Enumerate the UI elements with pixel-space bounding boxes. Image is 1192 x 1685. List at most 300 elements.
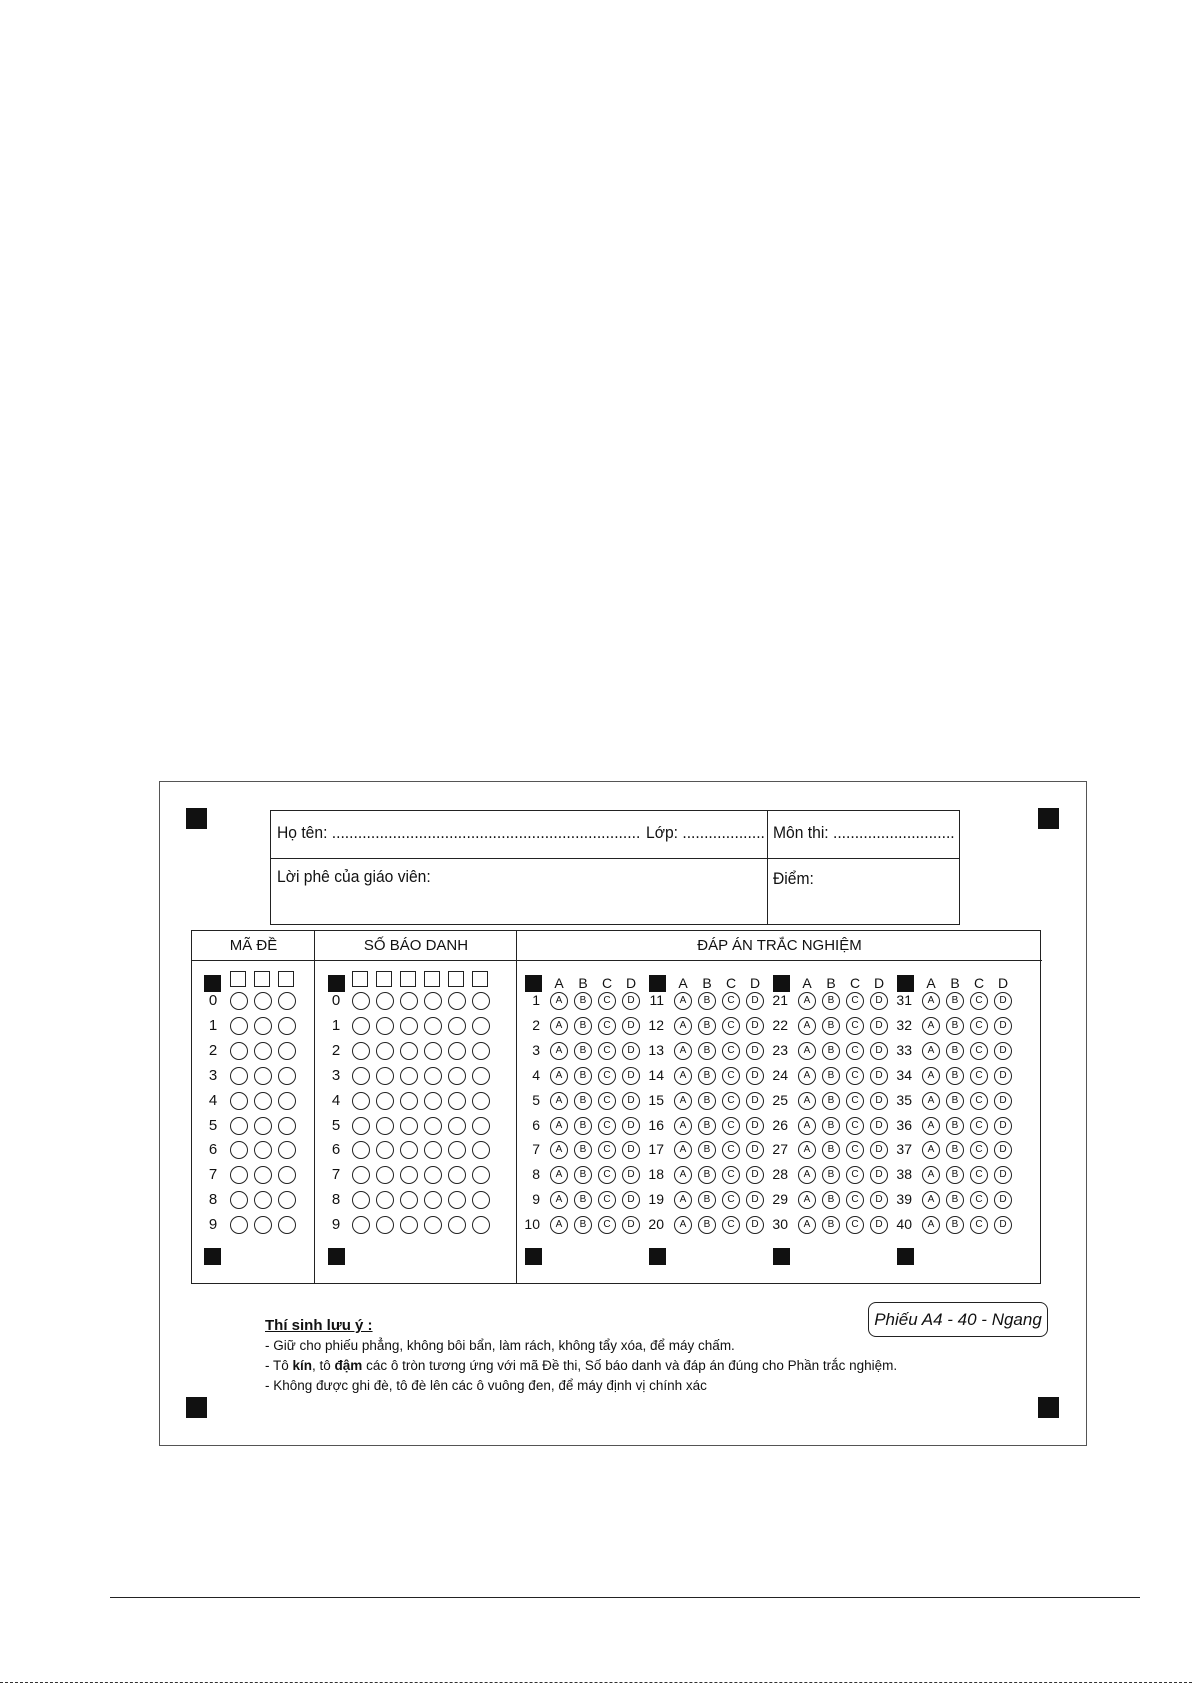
answer-bubble[interactable]: D	[870, 1067, 888, 1085]
question-number: 1	[532, 992, 540, 1008]
bubble-grid	[191, 930, 1041, 1284]
question-number: 16	[648, 1116, 664, 1133]
registration-mark-bottom-right	[1038, 1397, 1059, 1418]
sbd-bubble[interactable]	[352, 1067, 370, 1085]
sbd-bubble[interactable]	[400, 1092, 418, 1110]
answer-bubble[interactable]: C	[970, 1017, 988, 1035]
sbd-bubble[interactable]	[472, 1191, 490, 1209]
answer-bubble[interactable]: B	[574, 1042, 592, 1060]
question-number: 30	[772, 1216, 788, 1233]
ma-de-bubble[interactable]	[278, 1067, 296, 1085]
timing-mark	[204, 1248, 221, 1265]
ma-de-write-box[interactable]	[278, 971, 294, 987]
note-line-1: - Giữ cho phiếu phẳng, không bôi bẩn, làm rách, không tẩy xóa, để máy chấm.	[265, 1338, 735, 1353]
answer-bubble[interactable]: D	[622, 1216, 640, 1234]
answer-bubble[interactable]: A	[550, 1141, 568, 1159]
sbd-bubble[interactable]	[472, 1166, 490, 1184]
sbd-bubble[interactable]	[448, 1092, 466, 1110]
answer-bubble[interactable]: B	[946, 1216, 964, 1234]
ma-de-bubble[interactable]	[254, 1166, 272, 1184]
ma-de-bubble[interactable]	[230, 1117, 248, 1135]
answer-bubble[interactable]: B	[946, 1017, 964, 1035]
answer-bubble[interactable]: C	[598, 1166, 616, 1184]
answer-bubble[interactable]: B	[698, 1216, 716, 1234]
score-field[interactable]: Điểm:	[773, 869, 814, 888]
answer-bubble[interactable]: B	[698, 1117, 716, 1135]
answer-bubble[interactable]: A	[550, 1042, 568, 1060]
ma-de-bubble[interactable]	[230, 992, 248, 1010]
answer-bubble[interactable]: C	[598, 1191, 616, 1209]
answer-bubble[interactable]: A	[550, 1017, 568, 1035]
sbd-bubble[interactable]	[424, 1042, 442, 1060]
answer-bubble[interactable]: A	[798, 1117, 816, 1135]
answer-bubble[interactable]: B	[822, 1216, 840, 1234]
ma-de-bubble[interactable]	[254, 1117, 272, 1135]
answer-bubble[interactable]: D	[622, 1166, 640, 1184]
sbd-bubble[interactable]	[424, 1166, 442, 1184]
answer-bubble[interactable]: D	[746, 992, 764, 1010]
answer-bubble[interactable]: D	[870, 1042, 888, 1060]
answer-bubble[interactable]: A	[922, 1067, 940, 1085]
answer-bubble[interactable]: A	[674, 1042, 692, 1060]
answer-bubble[interactable]: C	[970, 1191, 988, 1209]
sbd-bubble[interactable]	[472, 1117, 490, 1135]
answer-bubble[interactable]: B	[822, 1117, 840, 1135]
answer-bubble[interactable]: D	[746, 1191, 764, 1209]
answer-bubble[interactable]: C	[722, 1191, 740, 1209]
answer-bubble[interactable]: C	[846, 992, 864, 1010]
note-line-2	[265, 1356, 897, 1376]
answer-bubble[interactable]: B	[822, 1166, 840, 1184]
answer-bubble[interactable]: A	[674, 1141, 692, 1159]
answer-bubble[interactable]: D	[994, 1117, 1012, 1135]
sbd-bubble[interactable]	[424, 1216, 442, 1234]
sbd-bubble[interactable]	[472, 1141, 490, 1159]
answer-bubble[interactable]: A	[674, 1017, 692, 1035]
answer-bubble[interactable]: C	[970, 1042, 988, 1060]
sbd-bubble[interactable]	[400, 1042, 418, 1060]
sbd-bubble[interactable]	[376, 1067, 394, 1085]
sbd-write-box[interactable]	[424, 971, 440, 987]
ma-de-bubble[interactable]	[278, 1191, 296, 1209]
question-number: 15	[648, 1091, 664, 1108]
ma-de-bubble[interactable]	[254, 1042, 272, 1060]
ma-de-bubble[interactable]	[230, 1042, 248, 1060]
answer-bubble[interactable]: B	[822, 1092, 840, 1110]
ma-de-bubble[interactable]	[254, 1141, 272, 1159]
answer-bubble[interactable]: A	[798, 1042, 816, 1060]
ma-de-write-box[interactable]	[230, 971, 246, 987]
sbd-bubble[interactable]	[472, 992, 490, 1010]
answer-bubble[interactable]: D	[994, 1017, 1012, 1035]
sbd-bubble[interactable]	[448, 1166, 466, 1184]
ma-de-digit-label: 3	[208, 1066, 218, 1084]
sbd-bubble[interactable]	[448, 1067, 466, 1085]
sbd-digit-label: 7	[331, 1166, 341, 1184]
sbd-bubble[interactable]	[376, 1141, 394, 1159]
ma-de-bubble[interactable]	[278, 1216, 296, 1234]
sbd-bubble[interactable]	[448, 1042, 466, 1060]
answer-bubble[interactable]: A	[550, 1166, 568, 1184]
sbd-bubble[interactable]	[448, 1191, 466, 1209]
ma-de-write-box[interactable]	[254, 971, 270, 987]
sbd-bubble[interactable]	[424, 1067, 442, 1085]
sbd-bubble[interactable]	[472, 1092, 490, 1110]
answer-bubble[interactable]: C	[970, 1166, 988, 1184]
timing-mark	[525, 1248, 542, 1265]
answer-bubble[interactable]: B	[574, 1067, 592, 1085]
answer-bubble[interactable]: A	[550, 992, 568, 1010]
sbd-bubble[interactable]	[400, 992, 418, 1010]
question-number: 31	[896, 992, 912, 1008]
answer-bubble[interactable]: C	[846, 1042, 864, 1060]
answer-bubble[interactable]: D	[746, 1017, 764, 1035]
ma-de-bubble[interactable]	[278, 1092, 296, 1110]
answer-bubble[interactable]: B	[946, 1042, 964, 1060]
answer-bubble[interactable]: D	[746, 1117, 764, 1135]
ma-de-bubble[interactable]	[278, 1117, 296, 1135]
teacher-comment-field[interactable]: Lời phê của giáo viên:	[277, 867, 431, 886]
answer-bubble[interactable]: B	[698, 992, 716, 1010]
answer-bubble[interactable]: C	[598, 1216, 616, 1234]
sbd-write-box[interactable]	[400, 971, 416, 987]
answer-bubble[interactable]: A	[798, 1141, 816, 1159]
answer-bubble[interactable]: B	[574, 1141, 592, 1159]
answer-bubble[interactable]: A	[922, 1017, 940, 1035]
answer-bubble[interactable]: D	[870, 1216, 888, 1234]
answer-option-header: B	[578, 975, 588, 991]
answer-bubble[interactable]: A	[798, 1216, 816, 1234]
answer-bubble[interactable]: C	[598, 992, 616, 1010]
answer-bubble[interactable]: C	[970, 1092, 988, 1110]
answer-bubble[interactable]: B	[822, 1141, 840, 1159]
answer-bubble[interactable]: B	[822, 1191, 840, 1209]
ma-de-bubble[interactable]	[230, 1216, 248, 1234]
ma-de-bubble[interactable]	[254, 1216, 272, 1234]
answer-bubble[interactable]: A	[922, 1117, 940, 1135]
sbd-bubble[interactable]	[424, 1117, 442, 1135]
answer-bubble[interactable]: C	[970, 1067, 988, 1085]
answer-bubble[interactable]: B	[946, 1092, 964, 1110]
sbd-bubble[interactable]	[376, 1191, 394, 1209]
answer-bubble[interactable]: A	[922, 1042, 940, 1060]
sbd-bubble[interactable]	[352, 1166, 370, 1184]
answer-bubble[interactable]: C	[722, 1117, 740, 1135]
answer-bubble[interactable]: B	[698, 1067, 716, 1085]
answer-bubble[interactable]: D	[746, 1141, 764, 1159]
answer-bubble[interactable]: D	[870, 1191, 888, 1209]
sbd-bubble[interactable]	[400, 1117, 418, 1135]
registration-mark-top-left	[186, 808, 207, 829]
answer-bubble[interactable]: A	[674, 992, 692, 1010]
answer-bubble[interactable]: B	[822, 1042, 840, 1060]
sbd-bubble[interactable]	[376, 1092, 394, 1110]
answer-bubble[interactable]: A	[550, 1067, 568, 1085]
answer-bubble[interactable]: D	[994, 1067, 1012, 1085]
answer-bubble[interactable]: B	[698, 1191, 716, 1209]
ma-de-bubble[interactable]	[230, 1092, 248, 1110]
ma-de-bubble[interactable]	[230, 1166, 248, 1184]
answer-bubble[interactable]: C	[598, 1117, 616, 1135]
ma-de-digit-label: 4	[208, 1091, 218, 1109]
ma-de-bubble[interactable]	[230, 1191, 248, 1209]
answer-bubble[interactable]: A	[674, 1117, 692, 1135]
answer-bubble[interactable]: C	[722, 1166, 740, 1184]
answer-bubble[interactable]: B	[698, 1017, 716, 1035]
ma-de-bubble[interactable]	[254, 1067, 272, 1085]
answer-bubble[interactable]: A	[674, 1067, 692, 1085]
question-number: 13	[648, 1041, 664, 1058]
sbd-bubble[interactable]	[448, 1117, 466, 1135]
answer-option-header: D	[625, 975, 637, 991]
sbd-bubble[interactable]	[424, 1191, 442, 1209]
question-number: 32	[896, 1016, 912, 1033]
answer-bubble[interactable]: D	[994, 992, 1012, 1010]
student-info-box	[270, 810, 960, 925]
question-number: 39	[896, 1191, 912, 1208]
answer-bubble[interactable]: D	[622, 1092, 640, 1110]
answer-bubble[interactable]: B	[822, 1017, 840, 1035]
ma-de-bubble[interactable]	[278, 992, 296, 1010]
answer-option-header: A	[554, 975, 564, 991]
answer-bubble[interactable]: B	[822, 992, 840, 1010]
answer-bubble[interactable]: D	[870, 1117, 888, 1135]
sbd-bubble[interactable]	[352, 1017, 370, 1035]
answer-bubble[interactable]: D	[746, 1166, 764, 1184]
answer-bubble[interactable]: A	[674, 1216, 692, 1234]
answer-bubble[interactable]: B	[946, 1166, 964, 1184]
answer-bubble[interactable]: D	[622, 1141, 640, 1159]
answer-bubble[interactable]: C	[970, 1216, 988, 1234]
answer-bubble[interactable]: B	[946, 1191, 964, 1209]
answer-bubble[interactable]: C	[722, 1017, 740, 1035]
sbd-write-box[interactable]	[472, 971, 488, 987]
ma-de-bubble[interactable]	[278, 1141, 296, 1159]
answer-bubble[interactable]: A	[798, 1067, 816, 1085]
answer-bubble[interactable]: D	[870, 992, 888, 1010]
answer-bubble[interactable]: A	[798, 1092, 816, 1110]
sbd-bubble[interactable]	[352, 1042, 370, 1060]
answer-bubble[interactable]: D	[870, 1017, 888, 1035]
ma-de-bubble[interactable]	[230, 1067, 248, 1085]
answer-bubble[interactable]: C	[722, 992, 740, 1010]
ma-de-bubble[interactable]	[254, 1092, 272, 1110]
answer-bubble[interactable]: C	[846, 1017, 864, 1035]
answer-bubble[interactable]: C	[846, 1067, 864, 1085]
answer-bubble[interactable]: A	[674, 1092, 692, 1110]
answer-bubble[interactable]: D	[994, 1166, 1012, 1184]
question-number: 38	[896, 1166, 912, 1183]
answer-bubble[interactable]: A	[550, 1092, 568, 1110]
ma-de-bubble[interactable]	[278, 1042, 296, 1060]
sbd-write-box[interactable]	[448, 971, 464, 987]
sbd-bubble[interactable]	[376, 1166, 394, 1184]
question-number: 8	[532, 1166, 540, 1183]
sbd-digit-label: 1	[331, 1016, 341, 1034]
question-number: 11	[649, 992, 664, 1008]
answer-bubble[interactable]: D	[622, 1117, 640, 1135]
answer-bubble[interactable]: C	[970, 1117, 988, 1135]
answer-bubble[interactable]: C	[846, 1216, 864, 1234]
sbd-bubble[interactable]	[472, 1017, 490, 1035]
answer-bubble[interactable]: A	[922, 1216, 940, 1234]
answer-bubble[interactable]: D	[870, 1141, 888, 1159]
answer-bubble[interactable]: C	[598, 1067, 616, 1085]
answer-bubble[interactable]: C	[846, 1092, 864, 1110]
answer-bubble[interactable]: A	[674, 1166, 692, 1184]
sbd-bubble[interactable]	[448, 1017, 466, 1035]
answer-bubble[interactable]: C	[846, 1141, 864, 1159]
answer-bubble[interactable]: C	[970, 992, 988, 1010]
sbd-bubble[interactable]	[424, 1092, 442, 1110]
question-number: 33	[896, 1041, 912, 1058]
answer-bubble[interactable]: C	[722, 1042, 740, 1060]
ma-de-bubble[interactable]	[230, 1017, 248, 1035]
answer-bubble[interactable]: B	[822, 1067, 840, 1085]
answer-bubble[interactable]: B	[574, 1017, 592, 1035]
ma-de-bubble[interactable]	[254, 1191, 272, 1209]
answer-bubble[interactable]: B	[574, 1092, 592, 1110]
answer-bubble[interactable]: A	[798, 992, 816, 1010]
answer-bubble[interactable]: C	[722, 1067, 740, 1085]
sbd-bubble[interactable]	[472, 1067, 490, 1085]
answer-bubble[interactable]: A	[674, 1191, 692, 1209]
ma-de-bubble[interactable]	[278, 1017, 296, 1035]
answer-bubble[interactable]: B	[946, 1067, 964, 1085]
answer-bubble[interactable]: D	[870, 1166, 888, 1184]
answer-bubble[interactable]: D	[994, 1092, 1012, 1110]
answer-bubble[interactable]: B	[698, 1092, 716, 1110]
answer-bubble[interactable]: D	[622, 1067, 640, 1085]
sbd-bubble[interactable]	[448, 1216, 466, 1234]
answer-bubble[interactable]: C	[598, 1092, 616, 1110]
answer-bubble[interactable]: C	[598, 1017, 616, 1035]
ma-de-bubble[interactable]	[278, 1166, 296, 1184]
sbd-write-box[interactable]	[376, 971, 392, 987]
sbd-bubble[interactable]	[352, 1092, 370, 1110]
answer-bubble[interactable]: A	[922, 992, 940, 1010]
answer-option-header: C	[725, 975, 737, 991]
answer-bubble[interactable]: B	[946, 1117, 964, 1135]
ma-de-bubble[interactable]	[254, 992, 272, 1010]
answer-bubble[interactable]: A	[550, 1191, 568, 1209]
answer-bubble[interactable]: C	[846, 1166, 864, 1184]
answer-bubble[interactable]: C	[722, 1216, 740, 1234]
subject-field[interactable]: Môn thi: ............................	[773, 823, 955, 842]
class-field[interactable]: Lớp: ...................	[646, 823, 765, 842]
answer-bubble[interactable]: D	[622, 1042, 640, 1060]
answer-bubble[interactable]: D	[622, 1191, 640, 1209]
answer-bubble[interactable]: A	[922, 1092, 940, 1110]
sbd-write-box[interactable]	[352, 971, 368, 987]
answer-bubble[interactable]: D	[746, 1092, 764, 1110]
answer-bubble[interactable]: B	[698, 1042, 716, 1060]
sbd-bubble[interactable]	[400, 1067, 418, 1085]
sbd-bubble[interactable]	[472, 1042, 490, 1060]
answer-bubble[interactable]: A	[550, 1117, 568, 1135]
answer-bubble[interactable]: B	[946, 1141, 964, 1159]
sbd-bubble[interactable]	[352, 1216, 370, 1234]
note-line-2-dam: đậm	[334, 1358, 363, 1373]
sbd-bubble[interactable]	[400, 1166, 418, 1184]
answer-bubble[interactable]: A	[922, 1141, 940, 1159]
answer-bubble[interactable]: D	[746, 1042, 764, 1060]
answer-bubble[interactable]: A	[798, 1166, 816, 1184]
answer-option-header: C	[601, 975, 613, 991]
question-number: 17	[648, 1141, 664, 1158]
ma-de-bubble[interactable]	[230, 1141, 248, 1159]
answer-bubble[interactable]: D	[994, 1042, 1012, 1060]
answer-bubble[interactable]: B	[698, 1141, 716, 1159]
answer-bubble[interactable]: C	[846, 1191, 864, 1209]
ma-de-digit-label: 1	[208, 1016, 218, 1034]
sbd-bubble[interactable]	[424, 992, 442, 1010]
sbd-bubble[interactable]	[400, 1191, 418, 1209]
sbd-bubble[interactable]	[376, 992, 394, 1010]
answer-bubble[interactable]: D	[622, 1017, 640, 1035]
answer-bubble[interactable]: B	[946, 992, 964, 1010]
answer-bubble[interactable]: B	[574, 1166, 592, 1184]
answer-bubble[interactable]: B	[574, 1117, 592, 1135]
sbd-bubble[interactable]	[424, 1017, 442, 1035]
sbd-bubble[interactable]	[376, 1017, 394, 1035]
sbd-bubble[interactable]	[424, 1141, 442, 1159]
sbd-bubble[interactable]	[352, 992, 370, 1010]
answer-bubble[interactable]: C	[722, 1092, 740, 1110]
ma-de-bubble[interactable]	[254, 1017, 272, 1035]
sbd-digit-label: 5	[331, 1116, 341, 1134]
answer-bubble[interactable]: D	[746, 1216, 764, 1234]
answer-bubble[interactable]: D	[994, 1216, 1012, 1234]
answer-bubble[interactable]: D	[622, 992, 640, 1010]
sbd-bubble[interactable]	[376, 1216, 394, 1234]
answer-option-header: A	[802, 975, 812, 991]
answer-bubble[interactable]: A	[798, 1017, 816, 1035]
sbd-bubble[interactable]	[352, 1191, 370, 1209]
answer-bubble[interactable]: B	[574, 1216, 592, 1234]
answer-bubble[interactable]: A	[922, 1166, 940, 1184]
sbd-bubble[interactable]	[376, 1042, 394, 1060]
answer-bubble[interactable]: A	[798, 1191, 816, 1209]
answer-bubble[interactable]: D	[994, 1191, 1012, 1209]
answer-bubble[interactable]: D	[994, 1141, 1012, 1159]
sbd-bubble[interactable]	[448, 992, 466, 1010]
sbd-bubble[interactable]	[400, 1216, 418, 1234]
answer-bubble[interactable]: B	[574, 1191, 592, 1209]
answer-bubble[interactable]: A	[922, 1191, 940, 1209]
sbd-bubble[interactable]	[352, 1117, 370, 1135]
answer-bubble[interactable]: B	[574, 992, 592, 1010]
sbd-bubble[interactable]	[376, 1117, 394, 1135]
answer-bubble[interactable]: C	[970, 1141, 988, 1159]
sbd-bubble[interactable]	[352, 1141, 370, 1159]
answer-bubble[interactable]: B	[698, 1166, 716, 1184]
answer-bubble[interactable]: A	[550, 1216, 568, 1234]
answer-bubble[interactable]: D	[746, 1067, 764, 1085]
sbd-bubble[interactable]	[448, 1141, 466, 1159]
sbd-bubble[interactable]	[400, 1141, 418, 1159]
answer-bubble[interactable]: C	[722, 1141, 740, 1159]
answer-bubble[interactable]: C	[846, 1117, 864, 1135]
answer-bubble[interactable]: C	[598, 1141, 616, 1159]
sbd-bubble[interactable]	[472, 1216, 490, 1234]
answer-bubble[interactable]: D	[870, 1092, 888, 1110]
ma-de-digit-label: 2	[208, 1041, 218, 1059]
student-name-field[interactable]: Họ tên: .......................................................................	[277, 823, 641, 842]
answer-bubble[interactable]: C	[598, 1042, 616, 1060]
answer-option-header: C	[849, 975, 861, 991]
sbd-bubble[interactable]	[400, 1017, 418, 1035]
